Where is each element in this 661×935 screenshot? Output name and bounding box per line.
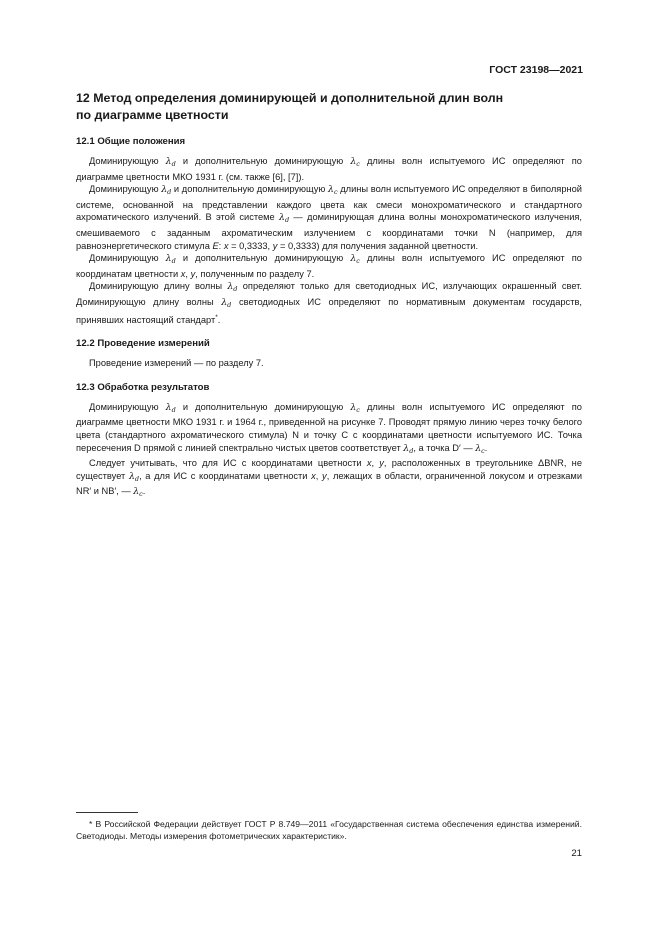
lambda-d-symbol: $\lambda_d$ <box>221 296 232 309</box>
lambda-c-symbol: $\lambda_c$ <box>475 442 485 455</box>
footnote-divider <box>76 812 138 813</box>
paragraph-12-1-3: Доминирующую $\lambda_d$ и дополнительную доминирующую $\lambda_c$ длины волн испытуемого ИС определяют по координатам цветности x, y, полученным по разделу 7. <box>76 253 582 279</box>
paragraph-12-3-2: Следует учитывать, что для ИС с координатами цветности x, y, расположенных в треугольнике ΔBNR, не существует $\lambda_d$, а для ИС с координатами цветности x, y, лежащих в области, ограниченной локусом и отрезками NR′ и NB′, — $\lambda_c$. <box>76 458 583 499</box>
footnote-mark: * <box>89 819 93 829</box>
paragraph-12-1-2: Доминирующую $\lambda_d$ и дополнительную доминирующую $\lambda_c$ длины волн испытуемого ИС определяют в биполярной системе, основанной на представлении каждого цвета как смеси монохроматического и стандартного ахроматического излучений. В этой системе $\lambda_d$ — доминирующая длина волны монохроматического излучения, смешиваемого с заданным ахроматическим излучением с координатами точки N (например, для равноэнергетического стимула E: x = 0,3333, y = 0,3333) для получения заданной цветности. <box>76 184 583 251</box>
subsection-heading-12-2: 12.2 Проведение измерений <box>76 338 210 350</box>
section-title <box>76 90 582 124</box>
lambda-c-symbol: $\lambda_c$ <box>350 401 360 414</box>
paragraph-12-3-1: Доминирующую $\lambda_d$ и дополнительную доминирующую $\lambda_c$ длины волн испытуемого ИС определяют по диаграмме цветности МКО 1931 г. и 1964 г., приведенной на рисунке 7. Проводят прямую линию через точку белого цвета (стандартного ахроматического стимула) N и точку C с координатами цветности испытуемого ИС. Точка пересечения D прямой с линией спектрально чистых цветов соответствует $\lambda_d$, а точка D′ — $\lambda_c$. <box>76 401 582 455</box>
footnote-marker: * <box>215 313 218 321</box>
lambda-d-symbol: $\lambda_d$ <box>165 401 176 414</box>
subsection-heading-12-3: 12.3 Обработка результатов <box>76 381 210 393</box>
lambda-d-symbol: $\lambda_d$ <box>128 470 140 483</box>
footnote-text: В Российской Федерации действует ГОСТ Р 8.749—2011 «Государственная система обеспечения единства измерений. Светодиоды. Методы измерения фотометрических характеристик». <box>76 819 582 841</box>
page-number: 21 <box>571 848 582 859</box>
subsection-heading-12-1: 12.1 Общие положения <box>76 136 186 147</box>
paragraph-12-1-1: Доминирующую $\lambda_d$ и дополнительную доминирующую $\lambda_c$ длины волн испытуемого ИС определяют по диаграмме цветности МКО 1931 г. (см. также [6], [7]). <box>76 156 582 182</box>
lambda-d-symbol: $\lambda_d$ <box>227 281 238 294</box>
lambda-d-symbol: $\lambda_d$ <box>403 442 414 455</box>
lambda-c-symbol: $\lambda_c$ <box>328 184 338 197</box>
lambda-d-symbol: $\lambda_d$ <box>279 212 290 225</box>
page-content <box>76 90 582 501</box>
section-title-line2: по диаграмме цветности <box>76 108 229 122</box>
lambda-c-symbol: $\lambda_c$ <box>350 156 360 168</box>
lambda-d-symbol: $\lambda_d$ <box>165 253 176 266</box>
standard-id: ГОСТ 23198—2021 <box>489 64 583 76</box>
lambda-d-symbol: $\lambda_d$ <box>165 156 176 168</box>
paragraph-12-1-4: Доминирующую длину волны $\lambda_d$ определяют только для светодиодных ИС, излучающих окрашенный свет. Доминирующую длину волны $\lambda_d$ светодиодных ИС определяют по нормативным документам государств, принявших настоящий стандарт*. <box>76 281 582 325</box>
footnote <box>76 818 582 842</box>
paragraph-12-2-1: Проведение измерений — по разделу 7. <box>89 358 264 369</box>
lambda-d-symbol: $\lambda_d$ <box>161 184 172 197</box>
lambda-c-symbol: $\lambda_c$ <box>133 486 143 499</box>
section-title-line1: 12 Метод определения доминирующей и дополнительной длин волн <box>76 91 504 105</box>
lambda-c-symbol: $\lambda_c$ <box>350 253 360 266</box>
